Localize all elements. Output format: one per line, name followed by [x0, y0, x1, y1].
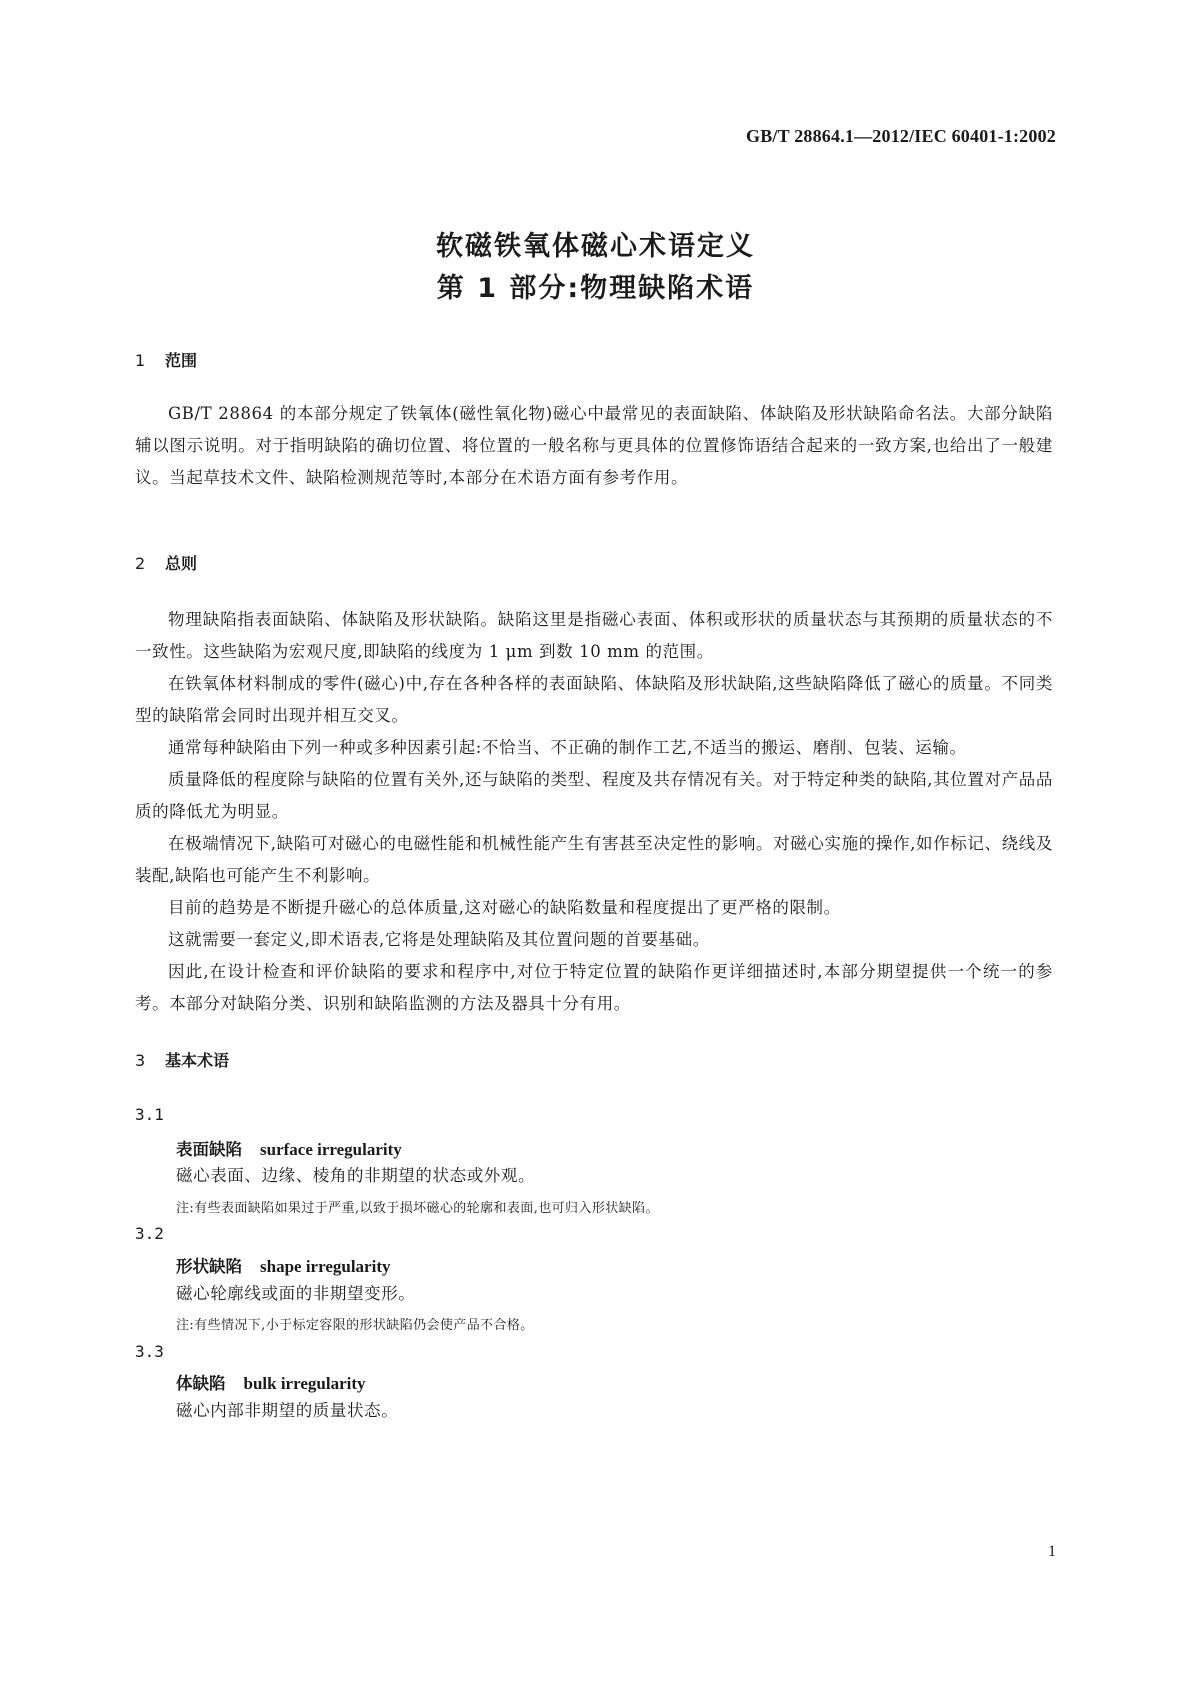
paragraph: 这就需要一套定义,即术语表,它将是处理缺陷及其位置问题的首要基础。	[168, 930, 710, 949]
term-name-en: bulk irregularity	[243, 1374, 366, 1393]
paragraph: 在铁氧体材料制成的零件(磁心)中,存在各种各样的表面缺陷、体缺陷及形状缺陷,这些缺陷降低了磁心的质量。不同类型的缺陷常会同时出现并相互交叉。	[135, 674, 1053, 725]
paragraph: 因此,在设计检查和评价缺陷的要求和程序中,对位于特定位置的缺陷作更详细描述时,本部分期望提供一个统一的参考。本部分对缺陷分类、识别和缺陷监测的方法及器具十分有用。	[135, 962, 1053, 1013]
term-number: 3.3	[135, 1342, 164, 1361]
document-title	[0, 226, 1191, 310]
term-name-zh: 体缺陷	[176, 1374, 226, 1393]
term-name	[176, 1370, 366, 1394]
section-heading-basic-terms	[135, 1048, 1053, 1071]
title-line-2: 第 1 部分:物理缺陷术语	[436, 273, 755, 304]
paragraph: 目前的趋势是不断提升磁心的总体质量,这对磁心的缺陷数量和程度提出了更严格的限制。	[168, 898, 841, 917]
term-note: 注:有些表面缺陷如果过于严重,以致于损坏磁心的轮廓和表面,也可归入形状缺陷。	[176, 1201, 659, 1216]
title-line-1: 软磁铁氧体磁心术语定义	[436, 231, 755, 262]
paragraph: 通常每种缺陷由下列一种或多种因素引起:不恰当、不正确的制作工艺,不适当的搬运、磨削、包装、运输。	[168, 738, 967, 757]
term-name-en: shape irregularity	[260, 1257, 391, 1276]
term-number: 3.2	[135, 1224, 164, 1243]
term-name-zh: 形状缺陷	[176, 1257, 242, 1276]
section-body-general	[135, 604, 1053, 1020]
term-definition: 磁心内部非期望的质量状态。	[176, 1401, 399, 1420]
term-note: 注:有些情况下,小于标定容限的形状缺陷仍会使产品不合格。	[176, 1318, 534, 1333]
paragraph: GB/T 28864 的本部分规定了铁氧体(磁性氧化物)磁心中最常见的表面缺陷、体缺陷及形状缺陷命名法。大部分缺陷辅以图示说明。对于指明缺陷的确切位置、将位置的一般名称与更具体的位置修饰语结合起来的一致方案,也给出了一般建议。当起草技术文件、缺陷检测规范等时,本部分在术语方面有参考作用。	[135, 404, 1053, 487]
term-definition: 磁心轮廓线或面的非期望变形。	[176, 1284, 416, 1303]
term-definition: 磁心表面、边缘、棱角的非期望的状态或外观。	[176, 1166, 536, 1185]
standard-code: GB/T 28864.1—2012/IEC 60401-1:2002	[746, 126, 1056, 146]
term-name	[176, 1136, 402, 1160]
paragraph: 在极端情况下,缺陷可对磁心的电磁性能和机械性能产生有害甚至决定性的影响。对磁心实施的操作,如作标记、绕线及装配,缺陷也可能产生不利影响。	[135, 834, 1053, 885]
section-number: 1	[135, 351, 146, 370]
section-title: 总则	[165, 554, 198, 573]
section-heading-general	[135, 551, 1053, 574]
term-name	[176, 1253, 390, 1277]
term-name-zh: 表面缺陷	[176, 1140, 242, 1159]
term-number: 3.1	[135, 1105, 164, 1124]
section-title: 范围	[165, 351, 198, 370]
section-title: 基本术语	[165, 1051, 230, 1070]
section-heading-scope	[135, 348, 1053, 371]
paragraph: 物理缺陷指表面缺陷、体缺陷及形状缺陷。缺陷这里是指磁心表面、体积或形状的质量状态与其预期的质量状态的不一致性。这些缺陷为宏观尺度,即缺陷的线度为 1 μm 到数 10 mm 的范围。	[135, 610, 1053, 661]
paragraph: 质量降低的程度除与缺陷的位置有关外,还与缺陷的类型、程度及共存情况有关。对于特定种类的缺陷,其位置对产品品质的降低尤为明显。	[135, 770, 1053, 821]
section-body-scope	[135, 398, 1053, 494]
term-name-en: surface irregularity	[260, 1140, 402, 1159]
page-number: 1	[1048, 1543, 1056, 1560]
section-number: 2	[135, 554, 146, 573]
section-number: 3	[135, 1051, 146, 1070]
